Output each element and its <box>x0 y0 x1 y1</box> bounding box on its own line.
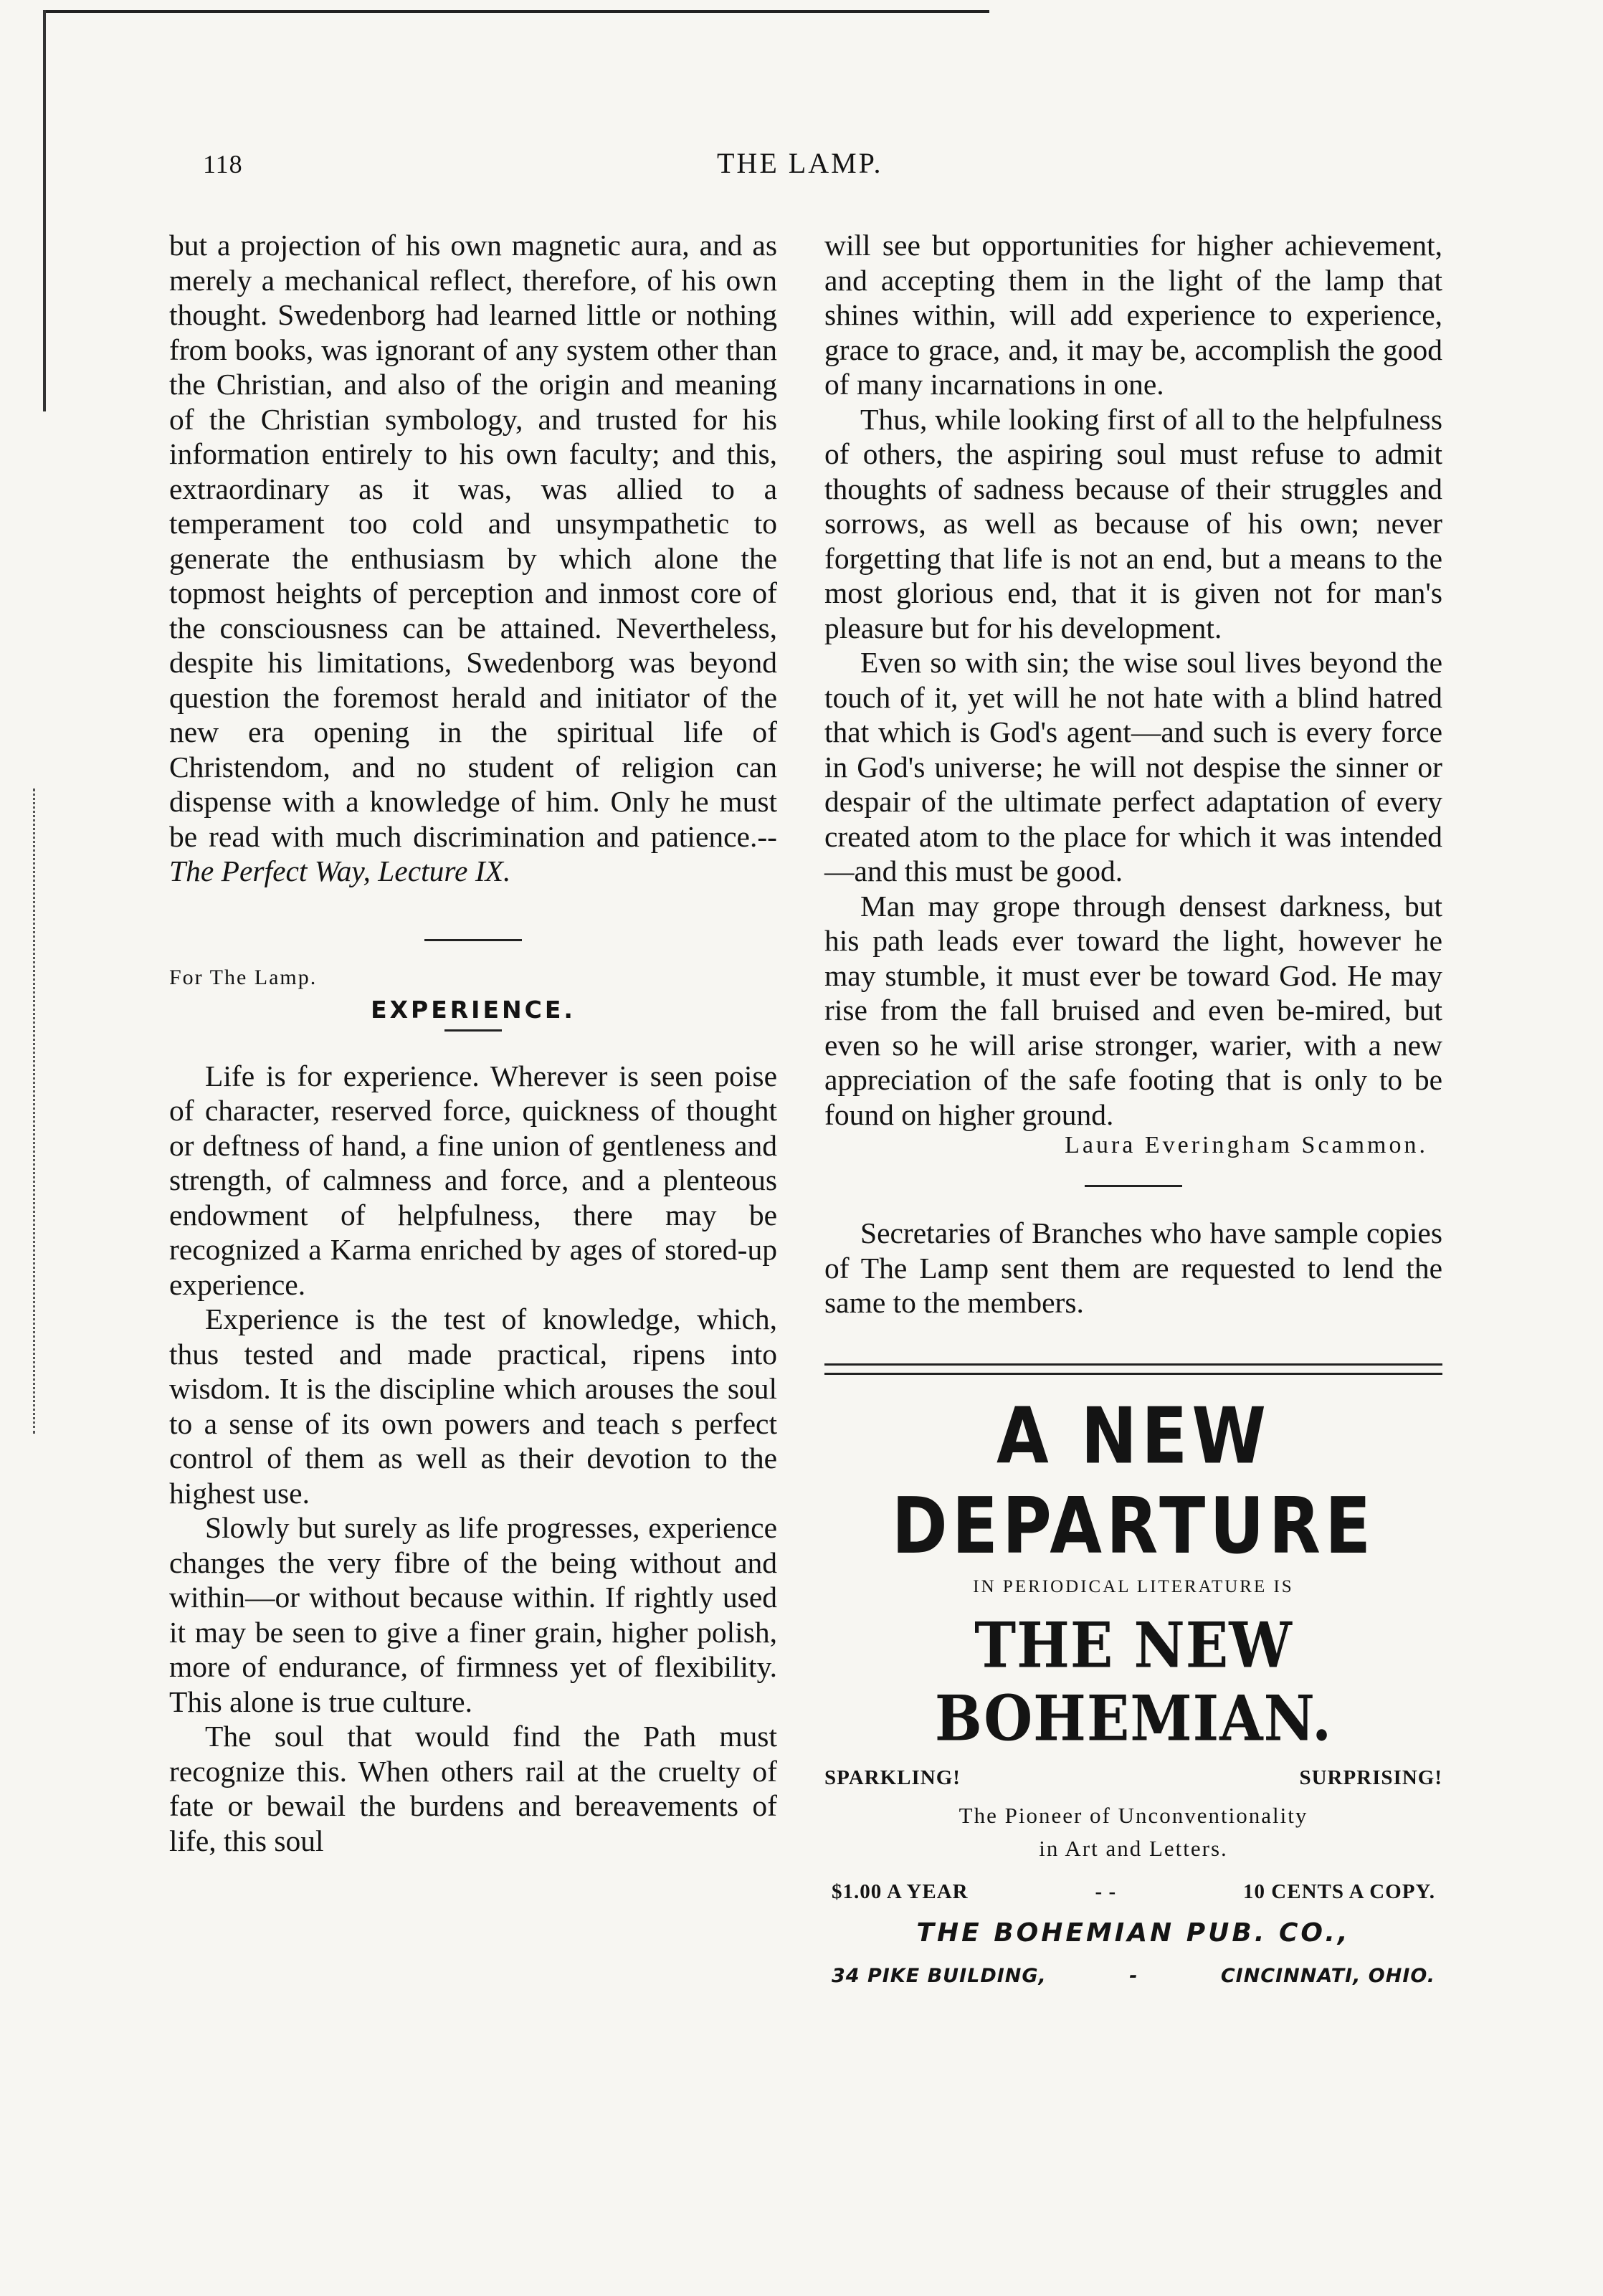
ad-tag-left: SPARKLING! <box>824 1766 961 1789</box>
ad-address-separator: - <box>1129 1964 1138 1987</box>
ad-address-row <box>824 1965 1442 1987</box>
ad-tag-right: SURPRISING! <box>1299 1766 1442 1789</box>
paragraph: Thus, while looking first of all to the helpfulness of others, the aspiring soul must refuse to admit thoughts of sadness because of their struggles and sorrows, as well as because of his own; never forgetting that life is not an end, but a means to the most glorious end, that it is given not for man's pleasure but for his development. <box>824 402 1442 644</box>
continued-paragraph: will see but opportunities for higher achievement, and accepting them in the light of the lamp that shines within, will add experience to experience, grace to grace, and, it may be, accomplish the good of many incarnations in one. <box>824 229 1442 401</box>
ad-price-year: $1.00 A YEAR <box>832 1880 969 1903</box>
top-border-rule <box>43 10 989 13</box>
citation-dash: -- <box>757 819 777 853</box>
article-credit: For The Lamp. <box>169 965 318 989</box>
ad-tagline: in Art and Letters. <box>1039 1835 1228 1861</box>
paragraph: Slowly but surely as life progresses, experience changes the very fibre of the being without and within—or without because within. If rightly used it may be seen to give a finer grain, higher polish, more of endurance, of firmness yet of flexibility. This alone is true culture. <box>169 1511 777 1718</box>
ad-headline: A NEW DEPARTURE <box>891 1391 1376 1571</box>
ad-price-row <box>824 1880 1442 1904</box>
left-border-rule <box>43 10 46 411</box>
paragraph: Experience is the test of knowledge, which, thus tested and made practical, ripens into wisdom. It is the discipline which arouses the soul to a sense of its own powers and teach s perfect control of them as well as their devotion to the highest use. <box>169 1302 777 1510</box>
paragraph: Man may grope through densest darkness, but his path leads ever toward the light, however he may stumble, it must ever be toward God. He may rise from the fall bruised and even be-mired, but even so he will arise stronger, warier, with a new appreciation of the safe footing that is only to be found on higher ground. <box>824 889 1442 1131</box>
continued-text: but a projection of his own magnetic aura, and as merely a mechanical reflect, therefore, of his own thought. Swedenborg had learned little or nothing from books, was ignorant of any system other than the Christian, and also of the origin and meaning of the Christian symbology, and trusted for his information entirely to his own faculty; and this, extraordinary as it was, was allied to a temperament too cold and unsympathetic to generate the enthusiasm by which alone the topmost heights of perception and inmost core of the consciousness can be attained. Nevertheless, despite his limitations, Swedenborg was beyond question the foremost herald and initiator of the new era opening in the spiritual life of Christendom, and no student of religion can dispense with a knowledge of him. Only he must be read with much discrimination and patience. <box>169 229 777 853</box>
left-column <box>169 228 777 1858</box>
ad-subline: IN PERIODICAL LITERATURE IS <box>973 1576 1294 1596</box>
continued-paragraph <box>169 228 777 889</box>
ad-publisher: THE BOHEMIAN PUB. CO., <box>916 1918 1351 1948</box>
ad-address-left: 34 PIKE BUILDING, <box>832 1964 1047 1987</box>
right-column <box>824 228 1442 1987</box>
citation: The Perfect Way, Lecture IX. <box>169 854 511 887</box>
running-title: THE LAMP. <box>717 147 883 179</box>
ad-tags-row <box>824 1766 1442 1790</box>
paragraph: The soul that would find the Path must recognize this. When others rail at the cruelty of fate or bewail the burdens and bereavements of life, this soul <box>169 1720 777 1857</box>
ad-tagline: The Pioneer of Unconventionality <box>959 1802 1308 1828</box>
notice: Secretaries of Branches who have sample copies of The Lamp sent them are requested to lend the same to the members. <box>824 1216 1442 1319</box>
paragraph: Life is for experience. Wherever is seen poise of character, reserved force, quickness of thought or deftness of hand, a fine union of gentleness and strength, of calmness and force, and a plenteous endowment of helpfulness, there may be recognized a Karma enriched by ages of stored-up experience. <box>169 1059 777 1301</box>
article-title: EXPERIENCE. <box>371 995 576 1024</box>
ad-price-copy: 10 CENTS A COPY. <box>1243 1880 1435 1903</box>
page-number: 118 <box>203 150 243 178</box>
ad-price-separator: - - <box>1095 1880 1117 1903</box>
author-signature: Laura Everingham Scammon. <box>1065 1132 1428 1158</box>
ad-address-right: CINCINNATI, OHIO. <box>1220 1964 1435 1987</box>
paragraph: Even so with sin; the wise soul lives beyond the touch of it, yet will he not hate with a blind hatred that which is God's agent—and such is every force in God's universe; he will not despise the sinner or despair of the ultimate perfect adaptation of every created atom to the place for which it was intended—and this must be good. <box>824 646 1442 887</box>
binding-edge <box>33 789 35 1434</box>
ad-title: THE NEW BOHEMIAN. <box>934 1609 1333 1756</box>
